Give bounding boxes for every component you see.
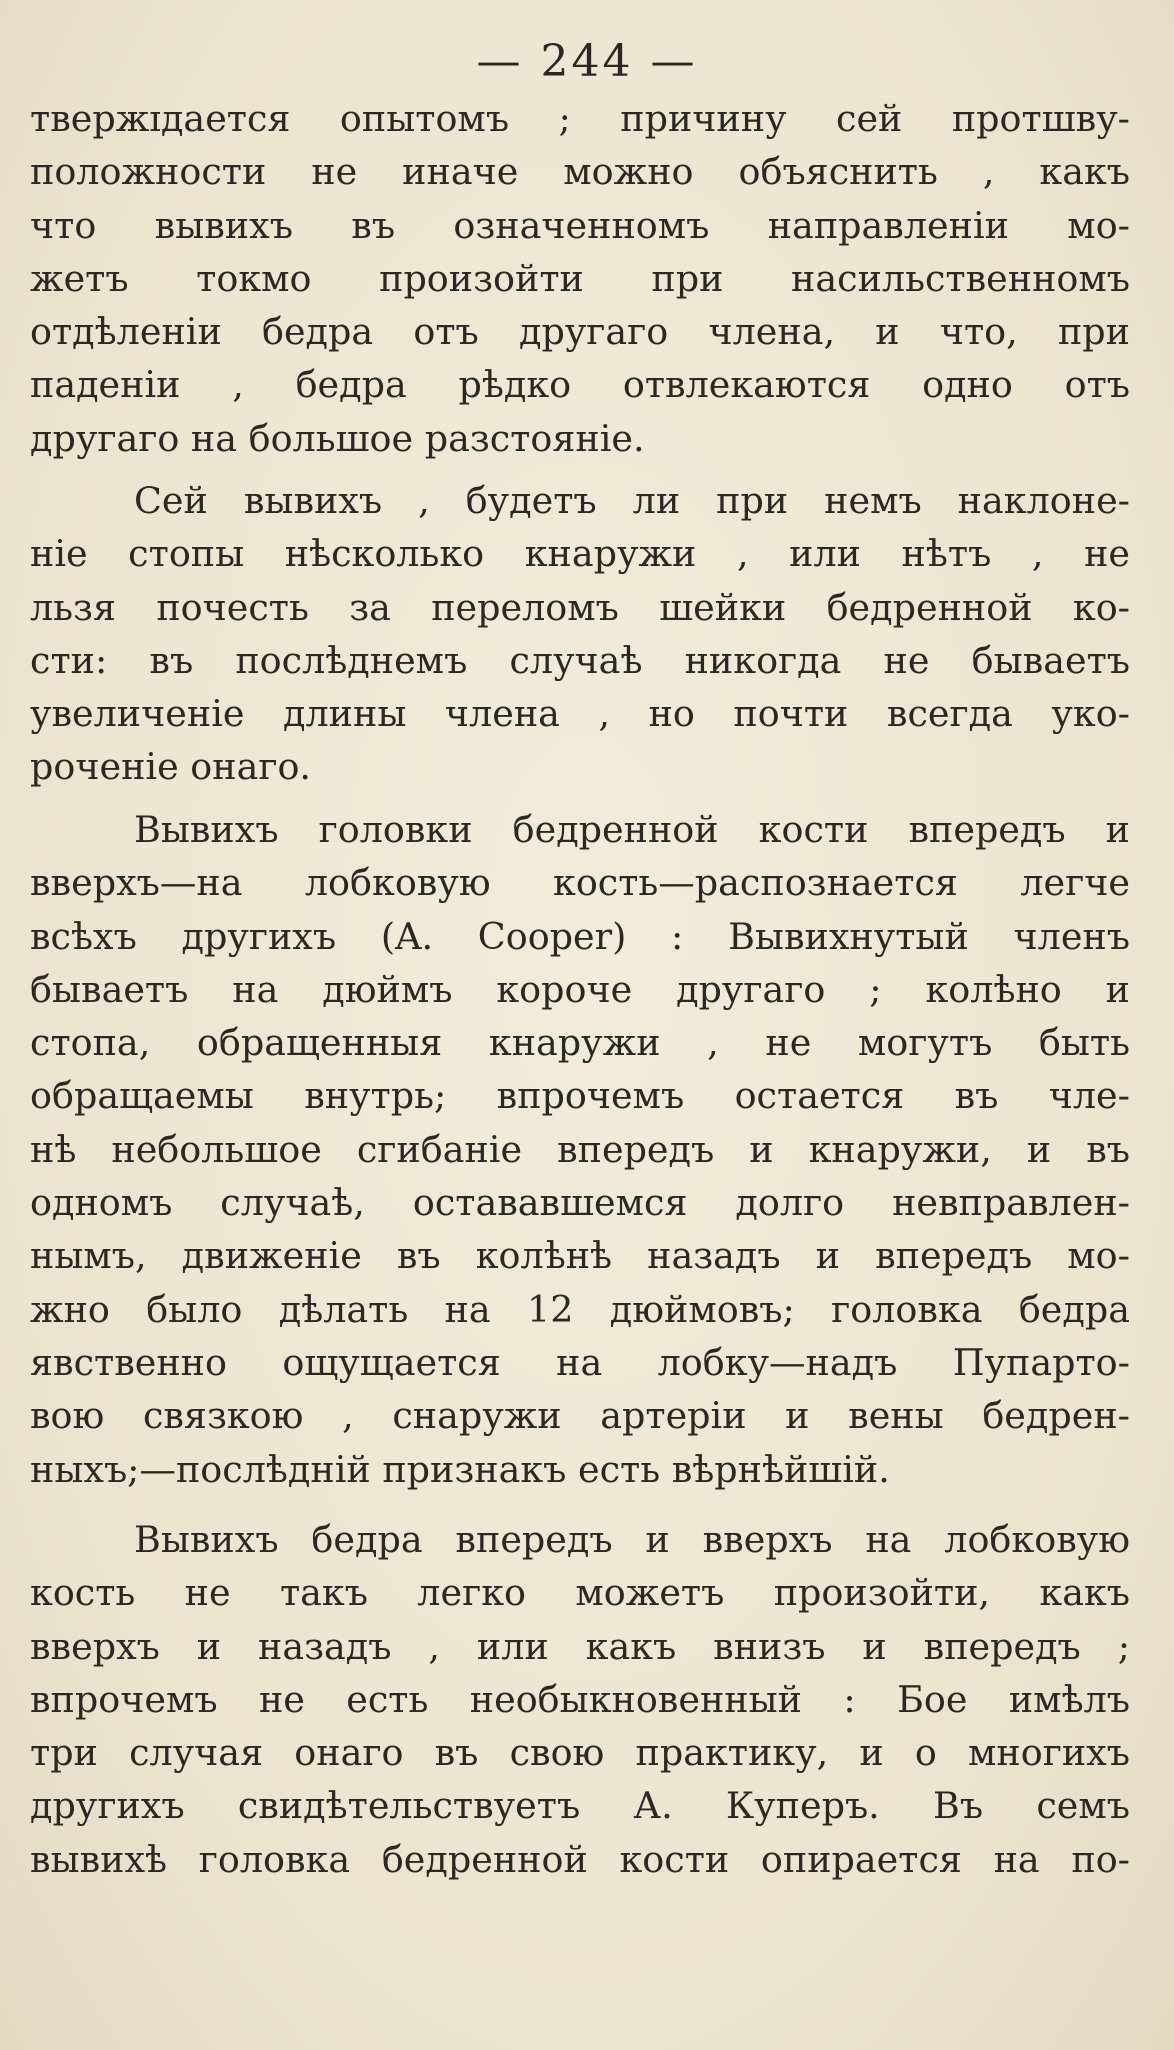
text-line: вою связкою , снаружи артерiи и вены бедрен- [30,1394,1130,1438]
text-line: жно было дѣлать на 12 дюймовъ; головка бедра [30,1287,1130,1331]
text-line: Вывихъ головки бедренной кости впередъ и [134,808,1130,851]
text-line: Сей вывихъ , будетъ ли при немъ наклоне- [134,479,1130,522]
text-line: роченiе онаго. [30,745,312,789]
text-line: вверхъ—на лобковую кость—распознается легче [30,861,1130,905]
text-line: нымъ, движенiе въ колѣнѣ назадъ и впередъ мо- [30,1234,1130,1278]
text-line: бываетъ на дюймъ короче другаго ; колѣно и [30,967,1130,1011]
text-line: другихъ свидѣтельствуетъ А. Куперъ. Въ семъ [30,1784,1130,1828]
text-line: вверхъ и назадъ , или какъ внизъ и впередъ ; [30,1624,1130,1668]
text-line: отдѣленiи бедра отъ другаго члена, и что, при [30,310,1130,354]
text-line: положности не иначе можно объяснить , какъ [30,150,1130,194]
text-line: три случая онаго въ свою практику, и о многихъ [30,1731,1130,1775]
text-line: жетъ токмо произойти при насильственномъ [30,256,1130,300]
text-line: льзя почесть за переломъ шейки бедренной ко- [30,585,1130,629]
text-line: паденiи , бедра рѣдко отвлекаются одно отъ [30,363,1130,407]
text-line: вывихѣ головка бедренной кости опирается на по- [30,1837,1130,1881]
text-line: ныхъ;—послѣднiй признакъ есть вѣрнѣйшiй. [30,1447,890,1491]
text-line: Вывихъ бедра впередъ и вверхъ на лобковую [134,1518,1130,1561]
paragraph-3 [30,803,1130,1496]
text-line: увеличенiе длины члена , но почти всегда уко- [30,692,1130,736]
paragraph-4 [30,1513,1130,1886]
page-number: — 244 — [476,36,698,87]
text-line: что вывихъ въ означенномъ направленiи мо- [30,203,1130,247]
paragraph-1 [30,92,1130,465]
text-line: нѣ небольшое сгибанiе впередъ и кнаружи, и въ [30,1127,1130,1171]
paragraph-2 [30,474,1130,794]
text-line: явственно ощущается на лобку—надъ Пупарто- [30,1340,1130,1384]
text-line: нiе стопы нѣсколько кнаружи , или нѣтъ , не [30,532,1130,576]
text-line: всѣхъ другихъ (A. Cooper) : Вывихнутый членъ [30,914,1130,958]
text-line: твержɪдается опытомъ ; причину сей протшву- [30,97,1130,140]
text-line: впрочемъ не есть необыкновенный : Бое имѣлъ [30,1677,1130,1721]
text-line: сти: въ послѣднемъ случаѣ никогда не бываетъ [30,638,1130,682]
text-line: другаго на большое разстоянiе. [30,416,645,460]
text-line: стопа, обращенныя кнаружи , не могутъ быть [30,1021,1130,1065]
text-line: кость не такъ легко можетъ произойти, какъ [30,1571,1130,1615]
text-line: обращаемы внутрь; впрочемъ остается въ чле- [30,1074,1130,1118]
text-line: одномъ случаѣ, остававшемся долго невправлен- [30,1181,1130,1225]
